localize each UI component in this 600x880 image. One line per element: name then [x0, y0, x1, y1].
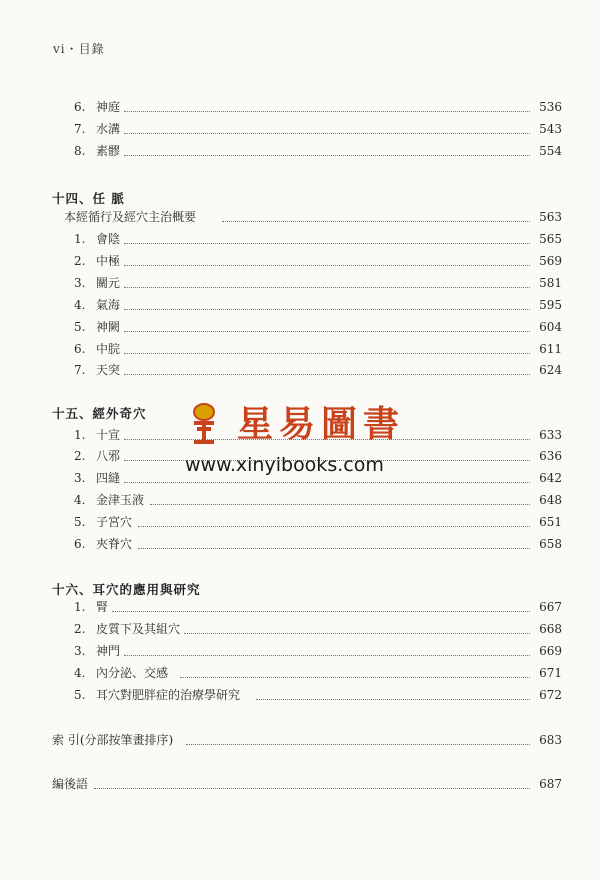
entry-number: 5. — [74, 320, 86, 334]
entry-title: 金津玉液 — [96, 493, 145, 507]
entry-page: 651 — [539, 515, 562, 529]
watermark-url: www.xinyibooks.com — [185, 454, 384, 476]
entry-page: 565 — [539, 232, 562, 246]
dot-leader — [124, 286, 530, 288]
entry-number: 2. — [74, 622, 86, 636]
entry-title: 皮質下及其組穴 — [96, 622, 181, 636]
entry-title: 夾脊穴 — [96, 537, 133, 551]
entry-title: 神門 — [96, 644, 121, 658]
toc-entry[interactable] — [0, 339, 600, 359]
entry-title: 中極 — [96, 254, 121, 268]
entry-title: 十宣 — [96, 428, 121, 442]
entry-page: 563 — [539, 210, 562, 224]
entry-number: 1. — [74, 428, 86, 442]
entry-number: 1. — [74, 232, 86, 246]
dot-leader — [222, 220, 530, 222]
entry-page: 671 — [539, 666, 562, 680]
dot-leader — [124, 352, 530, 354]
entry-page: 658 — [539, 537, 562, 551]
dot-leader — [124, 330, 530, 332]
toc-entry[interactable] — [0, 685, 600, 705]
entry-number: 3. — [74, 471, 86, 485]
entry-title: 耳穴對肥胖症的治療學研究 — [96, 688, 241, 702]
entry-title: 氣海 — [96, 298, 121, 312]
toc-entry[interactable] — [0, 295, 600, 315]
entry-title: 會陰 — [96, 232, 121, 246]
entry-title: 八邪 — [96, 449, 121, 463]
toc-entry[interactable] — [0, 730, 600, 750]
toc-entry[interactable] — [0, 641, 600, 661]
section-heading: 十五、經外奇穴 — [52, 406, 147, 421]
entry-title: 關元 — [96, 276, 121, 290]
dot-leader — [180, 676, 530, 678]
entry-title: 編後語 — [52, 777, 89, 791]
entry-number: 7. — [74, 122, 86, 136]
dot-leader — [124, 242, 530, 244]
entry-page: 581 — [539, 276, 562, 290]
toc-entry[interactable] — [0, 229, 600, 249]
entry-number: 1. — [74, 600, 86, 614]
dot-leader — [124, 373, 530, 375]
publisher-watermark — [185, 396, 445, 486]
entry-title: 四縫 — [96, 471, 121, 485]
toc-entry[interactable] — [0, 97, 600, 117]
publisher-logo-icon — [189, 402, 219, 446]
entry-number: 2. — [74, 254, 86, 268]
entry-number: 7. — [74, 363, 86, 377]
toc-entry[interactable] — [0, 317, 600, 337]
entry-title: 子宮穴 — [96, 515, 133, 529]
entry-title: 天突 — [96, 363, 121, 377]
entry-title: 水溝 — [96, 122, 121, 136]
toc-entry[interactable] — [0, 207, 600, 227]
dot-leader — [124, 154, 530, 156]
entry-page: 669 — [539, 644, 562, 658]
entry-page: 633 — [539, 428, 562, 442]
toc-entry[interactable] — [0, 597, 600, 617]
entry-page: 668 — [539, 622, 562, 636]
dot-leader — [124, 654, 530, 656]
toc-entry[interactable] — [0, 360, 600, 380]
dot-leader — [124, 308, 530, 310]
entry-title: 神庭 — [96, 100, 121, 114]
entry-title: 素髎 — [96, 144, 121, 158]
entry-title: 腎 — [96, 600, 109, 614]
toc-entry[interactable] — [0, 251, 600, 271]
toc-entry[interactable] — [0, 663, 600, 683]
dot-leader — [124, 132, 530, 134]
entry-page: 636 — [539, 449, 562, 463]
entry-title: 索 引(分部按筆畫排序) — [52, 733, 174, 747]
dot-leader — [150, 503, 530, 505]
dot-leader — [124, 264, 530, 266]
toc-entry[interactable] — [0, 141, 600, 161]
entry-number: 6. — [74, 342, 86, 356]
dot-leader — [138, 525, 530, 527]
entry-number: 5. — [74, 515, 86, 529]
dot-leader — [184, 632, 530, 634]
watermark-title: 星易圖書 — [237, 403, 406, 445]
entry-number: 8. — [74, 144, 86, 158]
entry-page: 604 — [539, 320, 562, 334]
entry-page: 569 — [539, 254, 562, 268]
entry-number: 6. — [74, 537, 86, 551]
entry-number: 4. — [74, 666, 86, 680]
dot-leader — [124, 110, 530, 112]
toc-entry[interactable] — [0, 534, 600, 554]
entry-title: 本經循行及經穴主治概要 — [64, 210, 197, 224]
entry-page: 672 — [539, 688, 562, 702]
toc-entry[interactable] — [0, 512, 600, 532]
entry-title: 內分泌、交感 — [96, 666, 169, 680]
toc-entry[interactable] — [0, 619, 600, 639]
entry-number: 2. — [74, 449, 86, 463]
entry-page: 683 — [539, 733, 562, 747]
entry-number: 6. — [74, 100, 86, 114]
dot-leader — [94, 787, 530, 789]
dot-leader — [138, 547, 530, 549]
entry-number: 3. — [74, 644, 86, 658]
entry-page: 687 — [539, 777, 562, 791]
section-heading: 十六、耳穴的應用與研究 — [52, 582, 201, 597]
dot-leader — [256, 698, 530, 700]
entry-page: 648 — [539, 493, 562, 507]
entry-page: 554 — [539, 144, 562, 158]
entry-number: 4. — [74, 298, 86, 312]
entry-page: 624 — [539, 363, 562, 377]
entry-page: 611 — [539, 342, 562, 356]
dot-leader — [186, 743, 530, 745]
entry-page: 642 — [539, 471, 562, 485]
entry-page: 595 — [539, 298, 562, 312]
entry-number: 5. — [74, 688, 86, 702]
entry-number: 4. — [74, 493, 86, 507]
entry-number: 3. — [74, 276, 86, 290]
dot-leader — [112, 610, 530, 612]
entry-page: 543 — [539, 122, 562, 136]
entry-page: 667 — [539, 600, 562, 614]
toc-entry[interactable] — [0, 774, 600, 794]
entry-page: 536 — [539, 100, 562, 114]
entry-title: 中脘 — [96, 342, 121, 356]
entry-title: 神闕 — [96, 320, 121, 334]
running-head: vi・目錄 — [53, 42, 105, 56]
section-heading: 十四、任 脈 — [52, 191, 125, 206]
toc-entry[interactable] — [0, 119, 600, 139]
toc-entry[interactable] — [0, 490, 600, 510]
toc-entry[interactable] — [0, 273, 600, 293]
